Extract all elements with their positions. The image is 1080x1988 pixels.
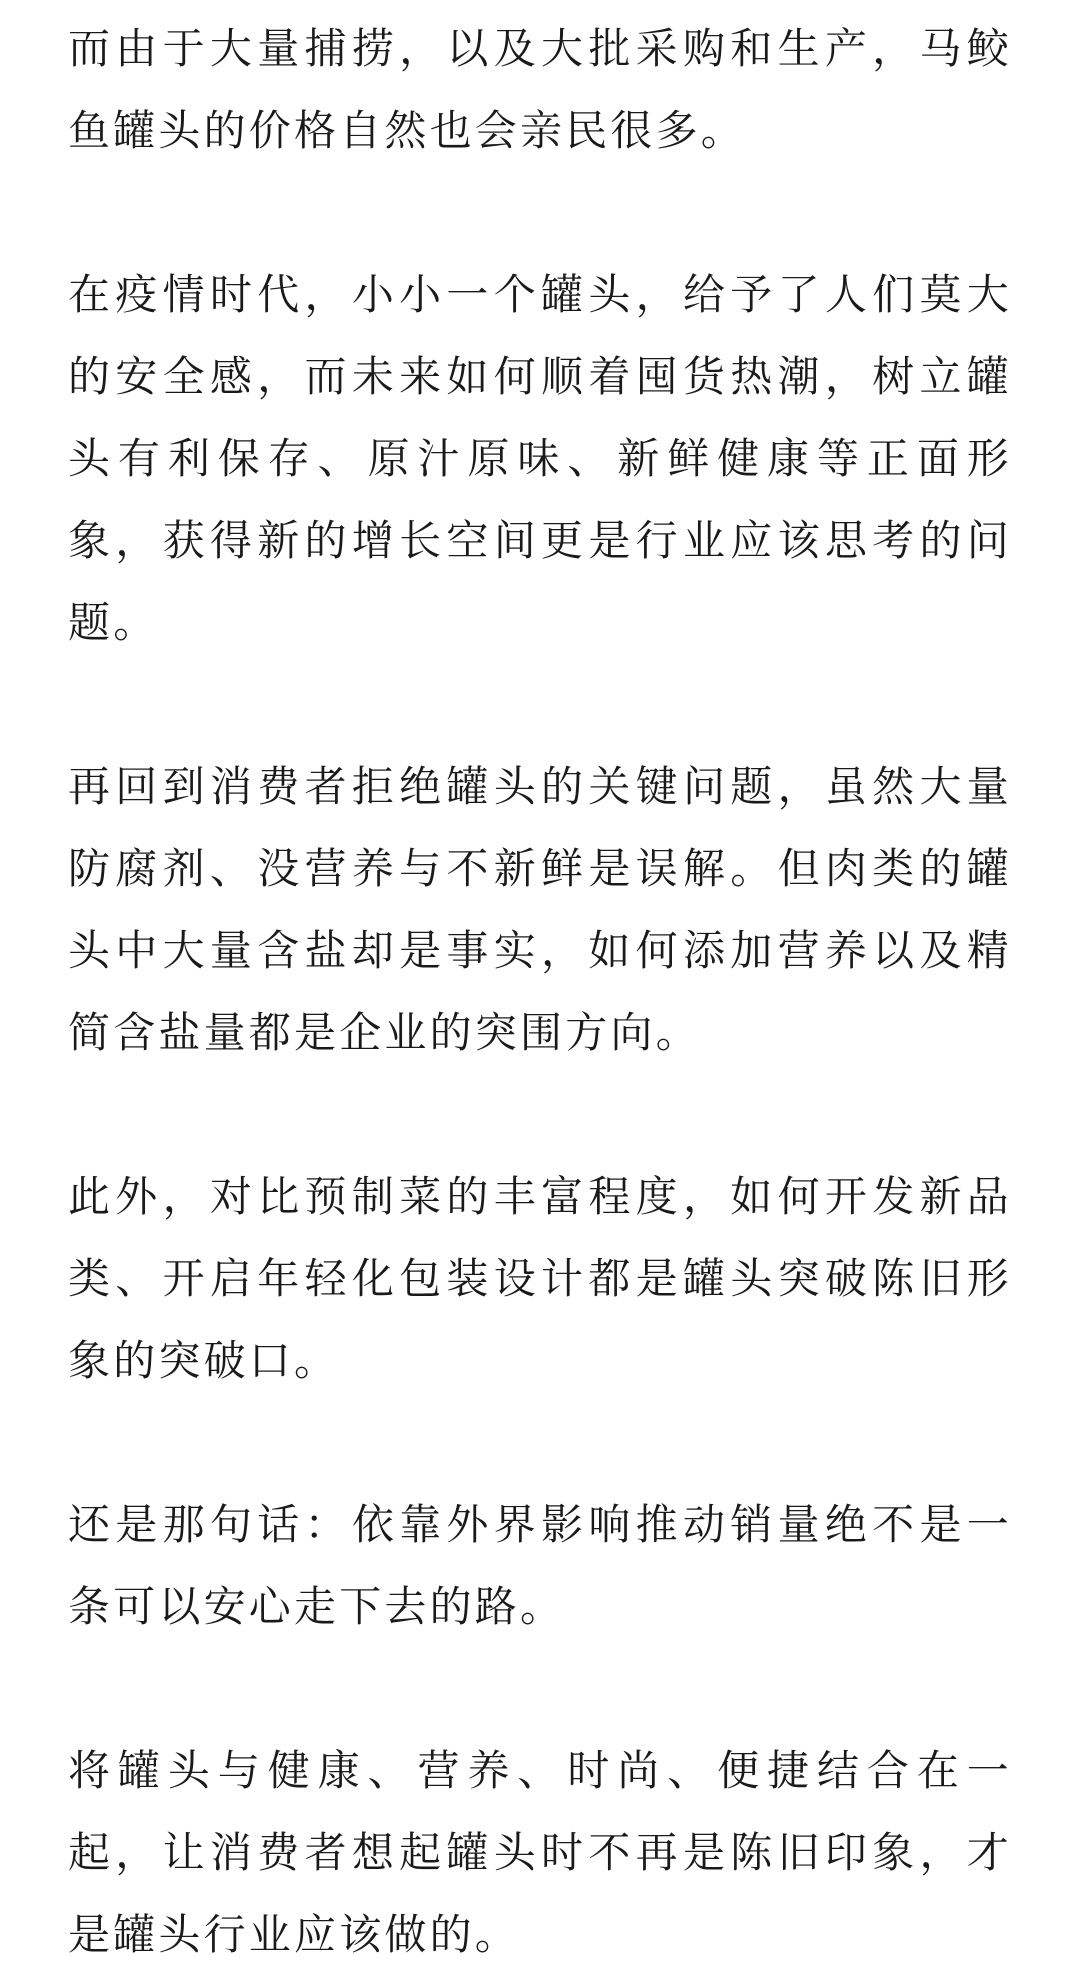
- paragraph-6: 将罐头与健康、营养、时尚、便捷结合在一起，让消费者想起罐头时不再是陈旧印象，才是罐头行业应该做的。: [68, 1746, 1012, 1959]
- paragraph-spacer: [68, 664, 1012, 746]
- paragraph-spacer: [68, 172, 1012, 254]
- paragraph-4: 此外，对比预制菜的丰富程度，如何开发新品类、开启年轻化包装设计都是罐头突破陈旧形象的突破口。: [68, 1172, 1012, 1385]
- paragraph-1: 而由于大量捕捞，以及大批采购和生产，马鲛鱼罐头的价格自然也会亲民很多。: [68, 24, 1012, 155]
- paragraph-spacer: [68, 1074, 1012, 1156]
- paragraph-spacer: [68, 1648, 1012, 1730]
- paragraph-2: 在疫情时代，小小一个罐头，给予了人们莫大的安全感，而未来如何顺着囤货热潮，树立罐头有利保存、原汁原味、新鲜健康等正面形象，获得新的增长空间更是行业应该思考的问题。: [68, 270, 1012, 647]
- paragraph-spacer: [68, 1402, 1012, 1484]
- paragraph-3: 再回到消费者拒绝罐头的关键问题，虽然大量防腐剂、没营养与不新鲜是误解。但肉类的罐头中大量含盐却是事实，如何添加营养以及精简含盐量都是企业的突围方向。: [68, 762, 1012, 1057]
- paragraph-5: 还是那句话：依靠外界影响推动销量绝不是一条可以安心走下去的路。: [68, 1500, 1012, 1631]
